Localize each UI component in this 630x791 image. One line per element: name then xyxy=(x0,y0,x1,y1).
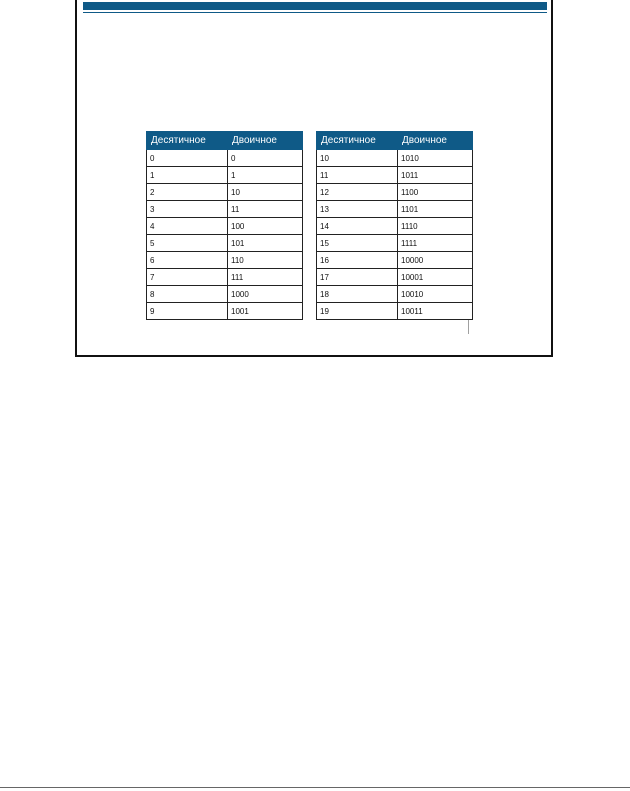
table-row xyxy=(317,286,473,303)
table-row xyxy=(147,252,303,269)
decimal-binary-table-right xyxy=(316,131,473,320)
binary-cell: 1101 xyxy=(398,201,473,218)
column-header-binary: Двоичное xyxy=(398,132,473,150)
slide-header-line xyxy=(83,12,547,13)
binary-cell: 10 xyxy=(228,184,303,201)
binary-cell: 1001 xyxy=(228,303,303,320)
binary-cell: 1 xyxy=(228,167,303,184)
column-header-binary: Двоичное xyxy=(228,132,303,150)
column-header-decimal: Десятичное xyxy=(147,132,228,150)
table-row xyxy=(147,303,303,320)
decimal-cell: 3 xyxy=(147,201,228,218)
decimal-cell: 14 xyxy=(317,218,398,235)
binary-cell: 101 xyxy=(228,235,303,252)
slide-frame xyxy=(75,0,553,357)
decimal-cell: 15 xyxy=(317,235,398,252)
table-row xyxy=(317,252,473,269)
side-mark xyxy=(468,320,474,334)
decimal-cell: 16 xyxy=(317,252,398,269)
binary-cell: 1011 xyxy=(398,167,473,184)
page-footer-line xyxy=(0,787,630,788)
decimal-cell: 10 xyxy=(317,150,398,167)
decimal-cell: 7 xyxy=(147,269,228,286)
table-row xyxy=(147,201,303,218)
binary-cell: 110 xyxy=(228,252,303,269)
decimal-cell: 0 xyxy=(147,150,228,167)
decimal-cell: 13 xyxy=(317,201,398,218)
binary-cell: 100 xyxy=(228,218,303,235)
binary-cell: 11 xyxy=(228,201,303,218)
binary-cell: 10000 xyxy=(398,252,473,269)
table-row xyxy=(317,235,473,252)
binary-cell: 10010 xyxy=(398,286,473,303)
binary-cell: 1000 xyxy=(228,286,303,303)
decimal-cell: 18 xyxy=(317,286,398,303)
binary-cell: 10001 xyxy=(398,269,473,286)
decimal-cell: 8 xyxy=(147,286,228,303)
decimal-cell: 19 xyxy=(317,303,398,320)
decimal-cell: 17 xyxy=(317,269,398,286)
table-row xyxy=(317,269,473,286)
decimal-cell: 4 xyxy=(147,218,228,235)
table-row xyxy=(317,201,473,218)
decimal-binary-table-left xyxy=(146,131,303,320)
binary-cell: 1010 xyxy=(398,150,473,167)
slide-header-bar xyxy=(83,2,547,10)
table-row xyxy=(317,184,473,201)
table-row xyxy=(147,184,303,201)
decimal-cell: 11 xyxy=(317,167,398,184)
binary-cell: 111 xyxy=(228,269,303,286)
binary-cell: 0 xyxy=(228,150,303,167)
table-row xyxy=(147,286,303,303)
table-row xyxy=(147,150,303,167)
table-row xyxy=(147,218,303,235)
table-row xyxy=(147,269,303,286)
table-row xyxy=(317,218,473,235)
table-row xyxy=(317,167,473,184)
table-row xyxy=(317,150,473,167)
table-header-row xyxy=(317,132,473,150)
binary-cell: 1100 xyxy=(398,184,473,201)
decimal-cell: 1 xyxy=(147,167,228,184)
table-row xyxy=(147,167,303,184)
table-row xyxy=(147,235,303,252)
decimal-cell: 2 xyxy=(147,184,228,201)
decimal-cell: 5 xyxy=(147,235,228,252)
binary-cell: 10011 xyxy=(398,303,473,320)
decimal-cell: 12 xyxy=(317,184,398,201)
table-row xyxy=(317,303,473,320)
decimal-cell: 9 xyxy=(147,303,228,320)
binary-cell: 1111 xyxy=(398,235,473,252)
table-header-row xyxy=(147,132,303,150)
decimal-cell: 6 xyxy=(147,252,228,269)
column-header-decimal: Десятичное xyxy=(317,132,398,150)
binary-cell: 1110 xyxy=(398,218,473,235)
